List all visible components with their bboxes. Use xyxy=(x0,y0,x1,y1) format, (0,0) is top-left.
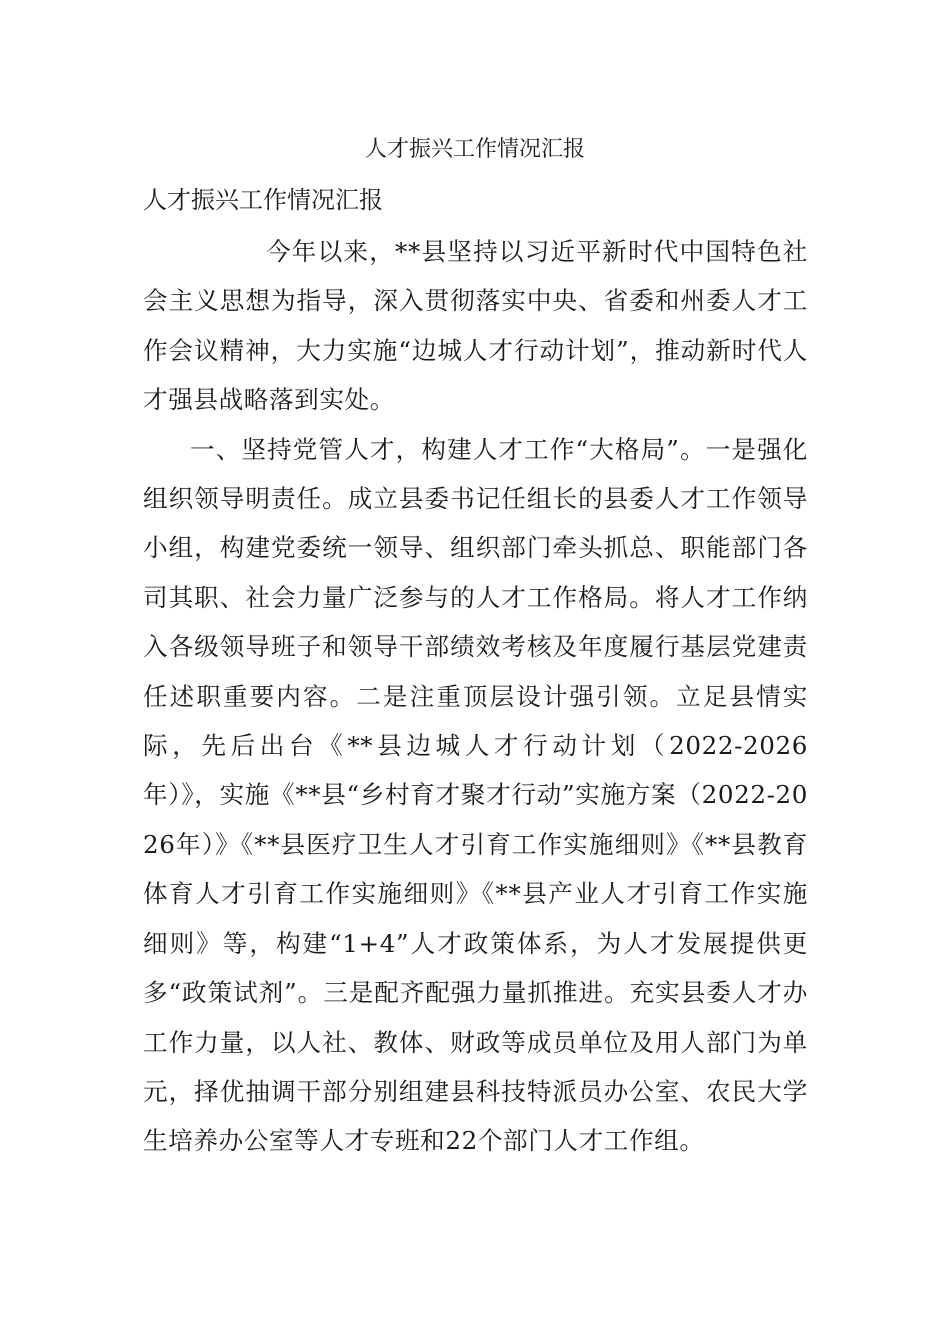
document-title: 人才振兴工作情况汇报 xyxy=(364,137,585,162)
section-one-paragraph: 一、坚持党管人才，构建人才工作“大格局”。一是强化组织领导明责任。成立县委书记任组长的县委人才工作领导小组，构建党委统一领导、组织部门牵头抓总、职能部门各司其职、社会力量广泛参与的人才工作格局。将人才工作纳入各级领导班子和领导干部绩效考核及年度履行基层党建责任述职重要内容。二是注重顶层设计强引领。立足县情实际，先后出台《**县边城人才行动计划（2022-2026年）》，实施《**县“乡村育才聚才行动”实施方案（2022-2026年）》《**县医疗卫生人才引育工作实施细则》《**县教育体育人才引育工作实施细则》《**县产业人才引育工作实施细则》等，构建“1+4”人才政策体系，为人才发展提供更多“政策试剂”。三是配齐配强力量抓推进。充实县委人才办工作力量，以人社、教体、财政等成员单位及用人部门为单元，择优抽调干部分别组建县科技特派员办公室、农民大学生培养办公室等人才专班和22个部门人才工作组。 xyxy=(143,434,808,1156)
document-subtitle: 人才振兴工作情况汇报 xyxy=(143,186,383,214)
document-body xyxy=(143,180,808,1166)
intro-paragraph: 今年以来，**县坚持以习近平新时代中国特色社会主义思想为指导，深入贯彻落实中央、省委和州委人才工作会议精神，大力实施“边城人才行动计划”，推动新时代人才强县战略落到实处。 xyxy=(143,237,808,415)
